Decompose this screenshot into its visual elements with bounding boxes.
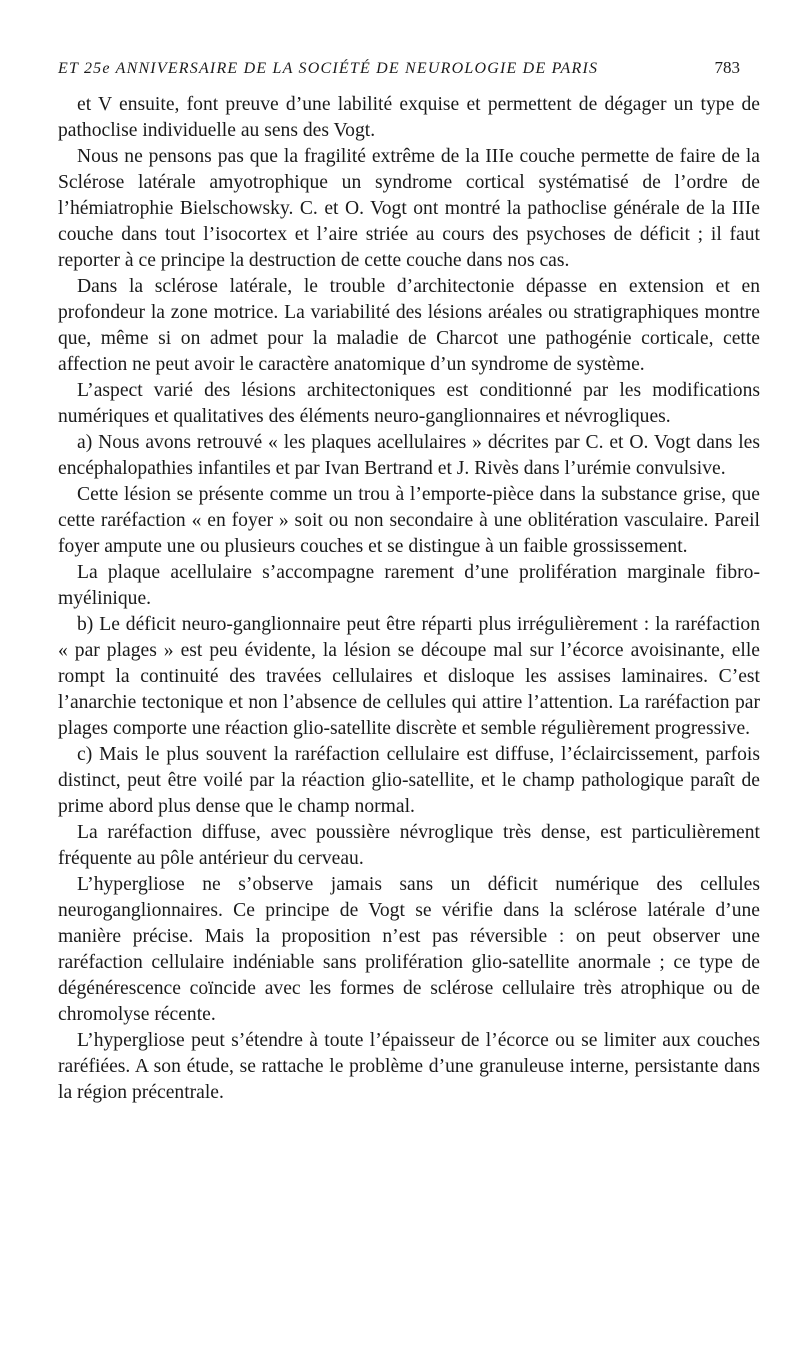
paragraph: a) Nous avons retrouvé « les plaques acellulaires » décrites par C. et O. Vogt dans les encéphalopathies infantiles et par Ivan Bertrand et J. Rivès dans l’urémie convulsive. (58, 432, 760, 479)
paragraph: L’aspect varié des lésions architectoniques est conditionné par les modifications numériques et qualitatives des éléments neuro-ganglionnaires et névrogliques. (58, 380, 760, 427)
paragraph: L’hypergliose ne s’observe jamais sans un déficit numérique des cellules neuroganglionnaires. Ce principe de Vogt se vérifie dans la sclérose latérale d’une manière précise. Mais la proposition n’est pas réversible : on peut observer une raréfaction cellulaire indéniable sans prolifération glio-satellite anormale ; ce type de dégénérescence coïncide avec les formes de sclérose cellulaire très atrophique ou de chromolyse récente. (58, 874, 760, 1025)
running-title: ET 25e ANNIVERSAIRE DE LA SOCIÉTÉ DE NEUROLOGIE DE PARIS (58, 60, 599, 77)
paragraph: Nous ne pensons pas que la fragilité extrême de la IIIe couche permette de faire de la Sclérose latérale amyotrophique un syndrome cortical systématisé de l’ordre de l’hémiatrophie Bielschowsky. C. et O. Vogt ont montré la pathoclise générale de la IIIe couche dans tout l’isocortex et l’aire striée au cours des psychoses de déficit ; il faut reporter à ce principe la destruction de cette couche dans nos cas. (58, 146, 760, 271)
page-number: 783 (714, 58, 740, 77)
paragraph: Dans la sclérose latérale, le trouble d’architectonie dépasse en extension et en profondeur la zone motrice. La variabilité des lésions aréales ou stratigraphiques montre que, même si on admet pour la maladie de Charcot une pathogénie corticale, cette affection ne peut avoir le caractère anatomique d’un syndrome de système. (58, 276, 760, 375)
paragraph: L’hypergliose peut s’étendre à toute l’épaisseur de l’écorce ou se limiter aux couches raréfiées. A son étude, se rattache le problème d’une granuleuse interne, persistante dans la région précentrale. (58, 1030, 760, 1103)
paragraph: La raréfaction diffuse, avec poussière névroglique très dense, est particulièrement fréquente au pôle antérieur du cerveau. (58, 822, 760, 869)
paragraph: La plaque acellulaire s’accompagne rarement d’une prolifération marginale fibro-myélinique. (58, 562, 760, 609)
paragraph: Cette lésion se présente comme un trou à l’emporte-pièce dans la substance grise, que cette raréfaction « en foyer » soit ou non secondaire à une oblitération vasculaire. Pareil foyer ampute une ou plusieurs couches et se distingue à un faible grossissement. (58, 484, 760, 557)
paragraph: b) Le déficit neuro-ganglionnaire peut être réparti plus irrégulièrement : la raréfaction « par plages » est peu évidente, la lésion se découpe mal sur l’écorce avoisinante, elle rompt la continuité des travées cellulaires et disloque les assises laminaires. C’est l’anarchie tectonique et non l’absence de cellules qui attire l’attention. La raréfaction par plages comporte une réaction glio-satellite discrète et semble régulièrement progressive. (58, 614, 760, 739)
paragraph: et V ensuite, font preuve d’une labilité exquise et permettent de dégager un type de pathoclise individuelle au sens des Vogt. (58, 94, 760, 141)
body-text (58, 92, 760, 1106)
paragraph: c) Mais le plus souvent la raréfaction cellulaire est diffuse, l’éclaircissement, parfois distinct, peut être voilé par la réaction glio-satellite, et le champ pathologique paraît de prime abord plus dense que le champ normal. (58, 744, 760, 817)
page-header (58, 58, 740, 78)
